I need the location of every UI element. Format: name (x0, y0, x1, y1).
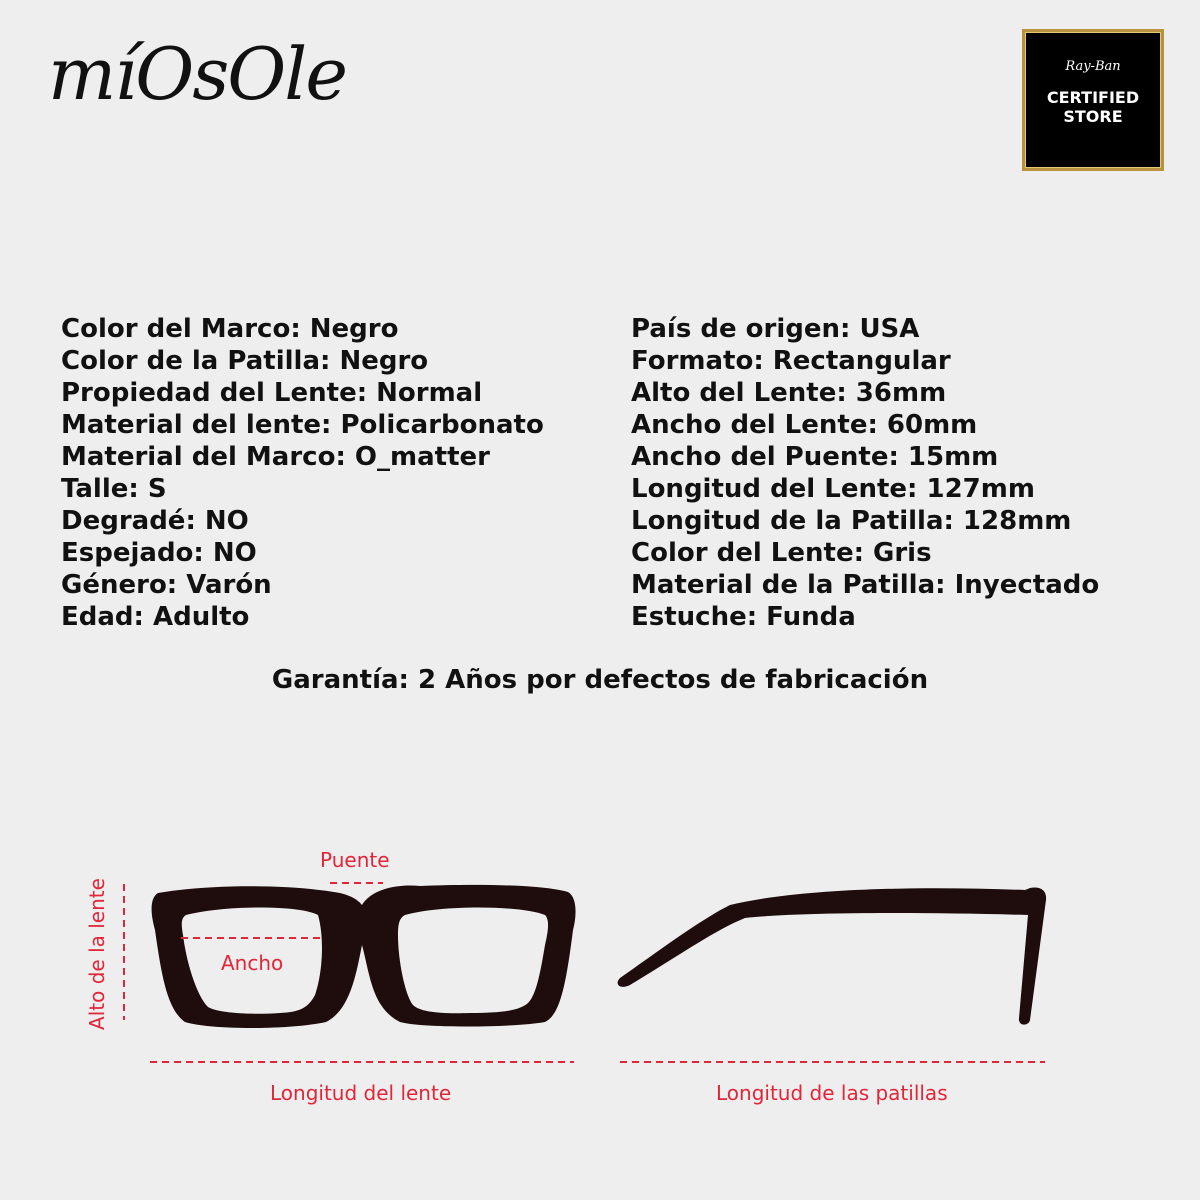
puente-label: Puente (320, 848, 390, 872)
badge-line-1: CERTIFIED (1046, 87, 1140, 107)
brand-logo: míOsOle (48, 32, 346, 116)
alto-label: Alto de la lente (85, 878, 109, 1030)
spec-item: Degradé: NO (61, 506, 249, 536)
spec-item: Edad: Adulto (61, 602, 250, 632)
spec-item: Longitud de la Patilla: 128mm (631, 506, 1072, 536)
longitud-patillas-label: Longitud de las patillas (716, 1081, 948, 1105)
spec-item: Formato: Rectangular (631, 346, 951, 376)
spec-item: País de origen: USA (631, 314, 920, 344)
spec-item: Color del Marco: Negro (61, 314, 399, 344)
spec-item: Ancho del Lente: 60mm (631, 410, 978, 440)
spec-item: Talle: S (61, 474, 167, 504)
ray-ban-logo: Ray-Ban (1065, 58, 1121, 74)
badge-line-2: STORE (1063, 106, 1123, 126)
spec-item: Género: Varón (61, 570, 272, 600)
glasses-side-temple (618, 888, 1046, 1025)
spec-item: Material de la Patilla: Inyectado (631, 570, 1100, 600)
spec-item: Material del lente: Policarbonato (61, 410, 544, 440)
longitud-lente-label: Longitud del lente (270, 1081, 452, 1105)
spec-item: Color del Lente: Gris (631, 538, 932, 568)
spec-item: Alto del Lente: 36mm (631, 378, 947, 408)
spec-item: Espejado: NO (61, 538, 257, 568)
ancho-label: Ancho (221, 951, 284, 975)
spec-item: Propiedad del Lente: Normal (61, 378, 483, 408)
spec-item: Material del Marco: O_matter (61, 442, 490, 472)
spec-item: Longitud del Lente: 127mm (631, 474, 1035, 504)
spec-item: Estuche: Funda (631, 602, 856, 632)
spec-item: Ancho del Puente: 15mm (631, 442, 999, 472)
warranty-text: Garantía: 2 Años por defectos de fabricación (271, 665, 929, 695)
spec-item: Color de la Patilla: Negro (61, 346, 429, 376)
glasses-front-frame (152, 885, 576, 1028)
